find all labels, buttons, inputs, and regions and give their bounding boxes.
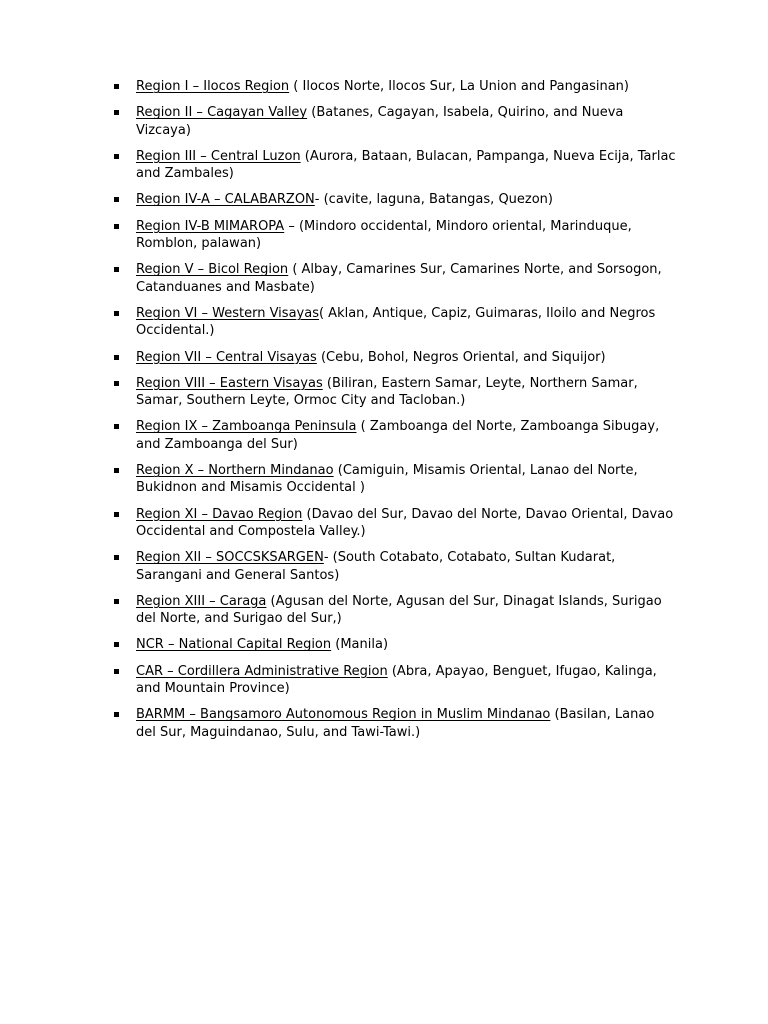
region-provinces: - (cavite, laguna, Batangas, Quezon)	[314, 192, 553, 208]
list-item	[113, 349, 678, 366]
square-bullet-icon	[114, 197, 119, 202]
region-link[interactable]: Region X – Northern Mindanao	[136, 463, 334, 479]
square-bullet-icon	[114, 381, 119, 386]
region-link[interactable]: CAR – Cordillera Administrative Region	[136, 663, 388, 679]
square-bullet-icon	[114, 468, 119, 473]
list-item	[113, 418, 678, 453]
list-item	[113, 636, 678, 653]
square-bullet-icon	[114, 110, 119, 115]
region-provinces: – (Mindoro occidental, Mindoro oriental, Marinduque, Romblon, palawan)	[136, 218, 632, 252]
region-link[interactable]: Region XII – SOCCSKSARGEN	[136, 550, 324, 566]
list-item	[113, 104, 678, 139]
region-provinces: - (South Cotabato, Cotabato, Sultan Kudarat, Sarangani and General Santos)	[136, 550, 616, 583]
region-list	[113, 78, 678, 750]
list-item	[113, 148, 678, 183]
list-item	[113, 593, 678, 628]
region-link[interactable]: Region III – Central Luzon	[136, 148, 301, 164]
square-bullet-icon	[114, 669, 119, 674]
region-provinces: (Biliran, Eastern Samar, Leyte, Northern Samar, Samar, Southern Leyte, Ormoc City and Tacloban.)	[136, 375, 638, 409]
region-provinces: (Davao del Sur, Davao del Norte, Davao Oriental, Davao Occidental and Compostela Valley.)	[136, 506, 674, 539]
list-item	[113, 261, 678, 296]
list-item	[113, 663, 678, 698]
region-link[interactable]: Region XIII – Caraga	[136, 593, 267, 609]
region-provinces: (Manila)	[331, 637, 389, 653]
list-item	[113, 549, 678, 584]
region-link[interactable]: Region VII – Central Visayas	[136, 349, 317, 365]
region-provinces: (Agusan del Norte, Agusan del Sur, Dinagat Islands, Surigao del Norte, and Surigao del Sur,)	[136, 593, 662, 627]
region-link[interactable]: Region II – Cagayan Valley	[136, 105, 308, 121]
region-link[interactable]: Region IV-A – CALABARZON	[136, 192, 315, 208]
square-bullet-icon	[114, 154, 119, 159]
region-link[interactable]: Region IX – Zamboanga Peninsula	[136, 419, 357, 435]
list-item	[113, 506, 678, 541]
region-link[interactable]: BARMM – Bangsamoro Autonomous Region in Muslim Mindanao	[136, 707, 551, 723]
region-link[interactable]: Region XI – Davao Region	[136, 506, 303, 522]
region-provinces: (Abra, Apayao, Benguet, Ifugao, Kalinga, and Mountain Province)	[136, 663, 657, 697]
region-link[interactable]: Region IV-B MIMAROPA	[136, 218, 285, 234]
region-provinces: (Basilan, Lanao del Sur, Maguindanao, Sulu, and Tawi-Tawi.)	[136, 707, 655, 740]
region-link[interactable]: Region V – Bicol Region	[136, 262, 289, 278]
list-item	[113, 375, 678, 410]
region-provinces: ( Ilocos Norte, Ilocos Sur, La Union and Pangasinan)	[289, 79, 629, 94]
square-bullet-icon	[114, 355, 119, 360]
region-provinces: (Batanes, Cagayan, Isabela, Quirino, and Nueva Vizcaya)	[136, 105, 624, 138]
list-item	[113, 218, 678, 253]
list-item	[113, 706, 678, 741]
region-link[interactable]: NCR – National Capital Region	[136, 637, 332, 653]
region-provinces: ( Albay, Camarines Sur, Camarines Norte, and Sorsogon, Catanduanes and Masbate)	[136, 262, 662, 295]
region-link[interactable]: Region I – Ilocos Region	[136, 79, 290, 94]
square-bullet-icon	[114, 599, 119, 604]
region-provinces: ( Aklan, Antique, Capiz, Guimaras, Iloilo and Negros Occidental.)	[136, 305, 656, 339]
region-provinces: (Aurora, Bataan, Bulacan, Pampanga, Nueva Ecija, Tarlac and Zambales)	[136, 148, 676, 182]
region-provinces: ( Zamboanga del Norte, Zamboanga Sibugay, and Zamboanga del Sur)	[136, 419, 660, 452]
region-provinces: (Camiguin, Misamis Oriental, Lanao del Norte, Bukidnon and Misamis Occidental )	[136, 463, 638, 496]
square-bullet-icon	[114, 84, 119, 89]
square-bullet-icon	[114, 267, 119, 272]
list-item	[113, 462, 678, 497]
square-bullet-icon	[114, 712, 119, 717]
square-bullet-icon	[114, 642, 119, 647]
square-bullet-icon	[114, 311, 119, 316]
square-bullet-icon	[114, 555, 119, 560]
list-item	[113, 305, 678, 340]
square-bullet-icon	[114, 512, 119, 517]
list-item	[113, 191, 678, 208]
square-bullet-icon	[114, 224, 119, 229]
square-bullet-icon	[114, 424, 119, 429]
region-link[interactable]: Region VI – Western Visayas	[136, 305, 319, 321]
list-item	[113, 78, 678, 95]
region-link[interactable]: Region VIII – Eastern Visayas	[136, 375, 323, 391]
region-provinces: (Cebu, Bohol, Negros Oriental, and Siquijor)	[316, 349, 606, 365]
